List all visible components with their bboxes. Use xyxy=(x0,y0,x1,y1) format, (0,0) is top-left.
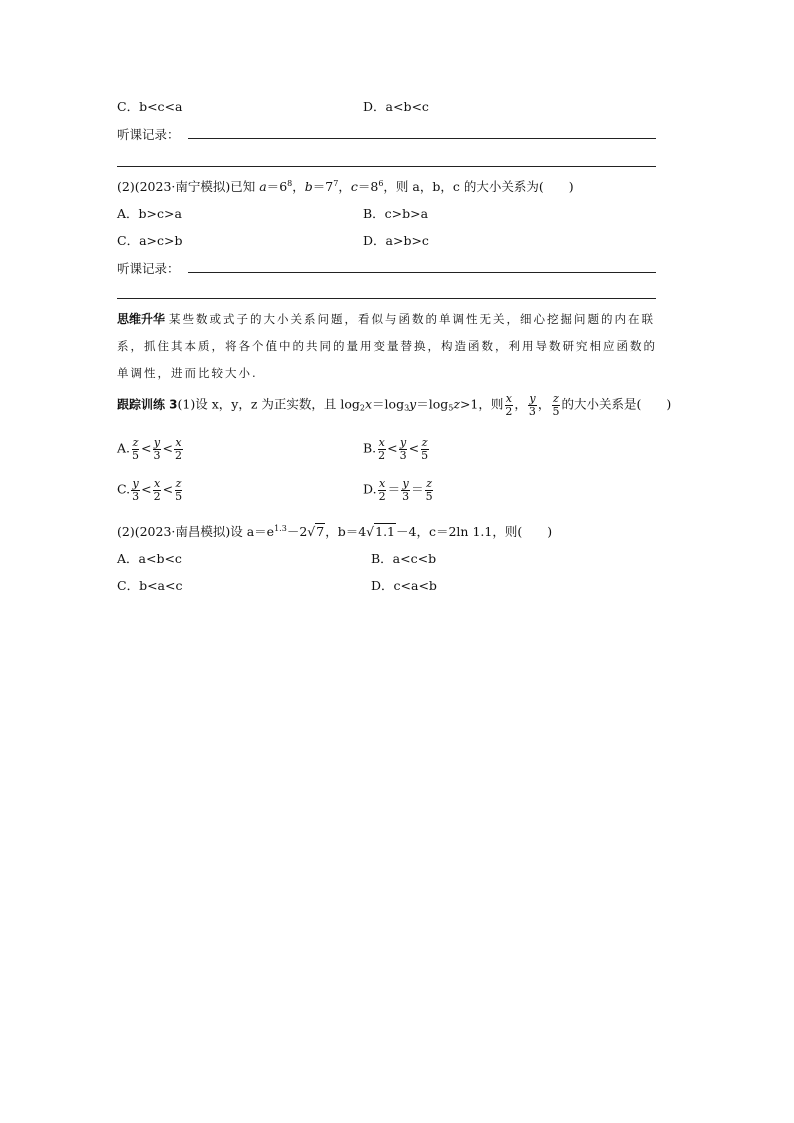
q1-notes-line xyxy=(188,138,656,139)
q2-notes-line xyxy=(188,272,656,273)
q2-notes-label: 听课记录： xyxy=(117,261,180,276)
opt-a-label: A. xyxy=(117,440,131,456)
practice-q2-option-c: C．b<a<c xyxy=(117,578,183,593)
c-exp: 6 xyxy=(378,179,384,188)
practice-title: 跟踪训练 3 xyxy=(117,397,178,412)
practice-option-d: D. $\frac{x}{2}$ ＝ $\frac{y}{3}$ ＝ $\frac{z}{5}$ xyxy=(363,477,433,503)
q2-option-c: C．a>c>b xyxy=(117,233,183,248)
summary-line-3: 单调性，进而比较大小. xyxy=(117,366,258,380)
q1-option-d: D．a<b<c xyxy=(363,99,429,114)
q2-option-b: B．c>b>a xyxy=(363,206,429,221)
practice-stem-tail: 的大小关系是( ) xyxy=(561,396,672,412)
a-exp: 8 xyxy=(287,179,293,188)
summary-text-1: 某些数或式子的大小关系问题，看似与函数的单调性无关，细心挖掘问题的内在联 xyxy=(169,312,655,326)
practice-option-c: C. $\frac{y}{3}$ < $\frac{x}{2}$ < $\frac{z}{5}$ xyxy=(117,477,183,503)
c-base: 8 xyxy=(370,179,379,194)
q1-option-c: C．b<c<a xyxy=(117,99,183,114)
practice-q2-option-b: B．a<c<b xyxy=(371,551,437,566)
sqrt-7: √7 xyxy=(307,524,325,539)
practice-q2-option-d: D．c<a<b xyxy=(371,578,437,593)
summary-title: 思维升华 xyxy=(117,312,166,326)
practice-option-a: A. $\frac{z}{5}$ < $\frac{y}{3}$ < $\frac{x}{2}$ xyxy=(117,436,182,462)
b-base: 7 xyxy=(325,179,334,194)
e-exponent: 1.3 xyxy=(274,524,287,533)
q1-notes-label: 听课记录： xyxy=(117,127,180,142)
opt-c-label: C. xyxy=(117,481,131,497)
opt-d-label: D. xyxy=(363,481,377,497)
summary-line-1 xyxy=(117,310,655,327)
q2-suffix: ，则 a，b，c 的大小关系为( ) xyxy=(383,179,574,194)
q2-option-d: D．a>b>c xyxy=(363,233,429,248)
q1-notes-line-2 xyxy=(117,166,656,167)
practice-q2-mid2: ，b＝4 xyxy=(325,524,367,539)
q2-notes-line-2 xyxy=(117,298,656,299)
practice-q2-option-a: A．a<b<c xyxy=(117,551,182,566)
frac-y-3: $\frac{y}{3}$ xyxy=(528,392,536,418)
opt-b-label: B. xyxy=(363,440,377,456)
practice-stem-rest: ，则 xyxy=(478,396,504,412)
practice-q2-prefix: (2)(2023·南昌模拟)设 a＝e xyxy=(117,524,275,539)
practice-stem-prefix: (1)设 x，y，z 为正实数，且 log xyxy=(177,396,360,412)
frac-x-2: $\frac{x}{2}$ xyxy=(505,392,513,418)
practice-stem: 跟踪训练 3(1)设 x，y，z 为正实数，且 $\log_2x=\log_3y=\log_5z>1$，则 $\frac{x}{2}$ ， $\frac{y}{3}$ ， $\frac{z}{5}$ 的大小关系是( ) xyxy=(117,392,672,418)
q2-prefix: (2)(2023·南宁模拟)已知 xyxy=(117,179,260,194)
summary-line-2: 系，抓住其本质，将各个值中的共同的量用变量替换，构造函数，利用导数研究相应函数的 xyxy=(117,339,657,353)
practice-q2-mid1: －2 xyxy=(286,524,308,539)
a-base: 6 xyxy=(279,179,288,194)
frac-z-5: $\frac{z}{5}$ xyxy=(552,392,560,418)
practice-option-b: B. $\frac{x}{2}$ < $\frac{y}{3}$ < $\frac{z}{5}$ xyxy=(363,436,429,462)
sqrt-1-1: √1.1 xyxy=(366,524,396,539)
q2-stem: (2)(2023·南宁模拟)已知 $a=6^8$，$b=7^7$，$c=8^6$，则 a，b，c 的大小关系为( ) xyxy=(117,179,574,194)
b-exp: 7 xyxy=(333,179,339,188)
practice-q2-stem xyxy=(117,522,552,540)
practice-q2-mid3: －4，c＝2ln 1.1，则( ) xyxy=(396,524,553,539)
q2-option-a: A．b>c>a xyxy=(117,206,182,221)
